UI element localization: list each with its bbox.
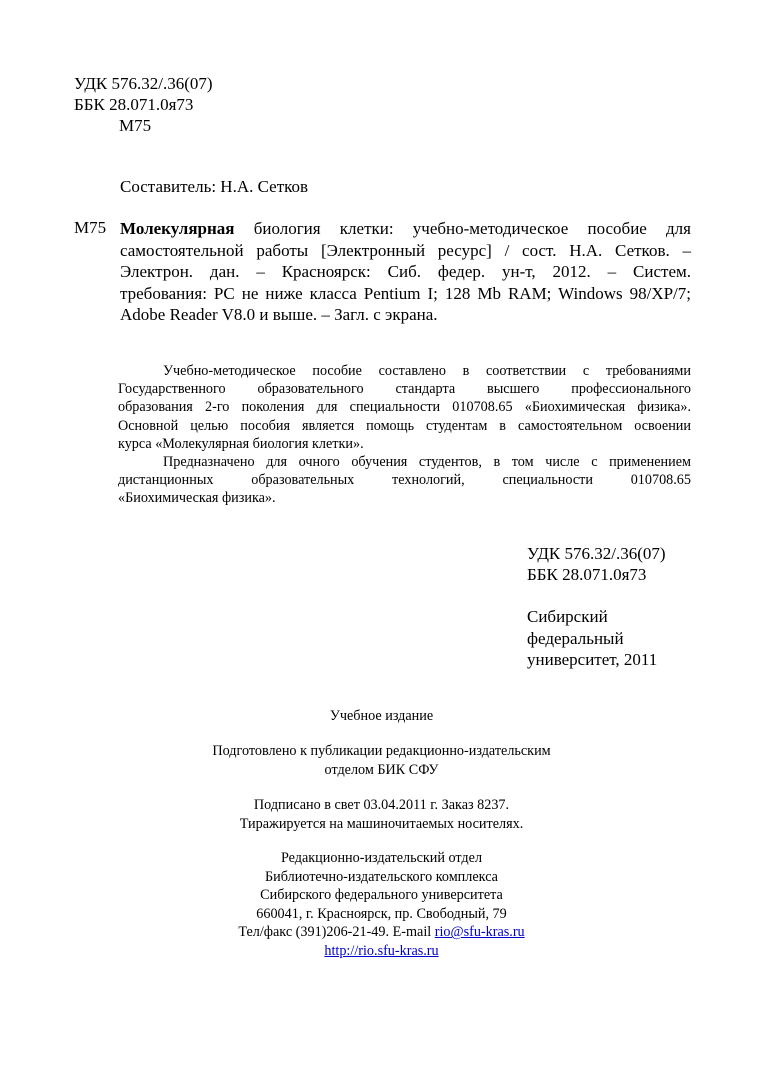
phone-email-line	[0, 923, 763, 942]
publication-info	[0, 796, 763, 833]
right-udk-code: УДК 576.32/.36(07)	[527, 544, 666, 563]
org-line-3: Сибирского федерального университета	[260, 887, 503, 904]
annotation-p2-line-2: дистанционных образовательных технологий, специальности 010708.65	[118, 472, 691, 489]
top-classification-codes	[74, 73, 213, 136]
bibliography-mark: М75	[74, 218, 107, 237]
address-line: 660041, г. Красноярск, пр. Свободный, 79	[256, 905, 507, 922]
annotation-p1-line-2: Государственного образовательного стандарта высшего профессионального	[118, 381, 691, 398]
replicated-line: Тиражируется на машиночитаемых носителях.	[239, 815, 524, 832]
org-line-2: Библиотечно-издательского комплекса	[265, 868, 498, 885]
right-classification-codes	[527, 543, 666, 585]
udk-code: УДК 576.32/.36(07)	[74, 74, 213, 93]
prepared-line-2: отделом БИК СФУ	[324, 761, 439, 778]
right-bbk-code: ББК 28.071.0я73	[527, 565, 647, 584]
annotation-p1-line-3: образования 2-го поколения для специальности 010708.65 «Биохимическая физика».	[118, 399, 691, 416]
bibliography-line-4: требования: PC не ниже класса Pentium I; 128 Mb RAM; Windows 98/XP/7;	[120, 283, 691, 303]
copyright-line-1: Сибирский	[527, 607, 608, 626]
bbk-code: ББК 28.071.0я73	[74, 95, 194, 114]
bibliography-line-1-rest: биология клетки: учебно-методическое пособие для	[234, 219, 691, 238]
annotation-p2-line-3: «Биохимическая физика».	[118, 490, 276, 507]
bibliography-line-3: Электрон. дан. – Красноярск: Сиб. федер. ун-т, 2012. – Систем.	[120, 262, 691, 282]
author-mark: М75	[119, 116, 152, 135]
phone-text: Тел/факс (391)206-21-49. E-mail	[238, 924, 435, 941]
bibliography-title-bold: Молекулярная	[120, 219, 235, 238]
copyright-line-2: федеральный	[527, 628, 624, 648]
bibliography-line-1	[120, 218, 691, 240]
copyright-holder	[527, 606, 657, 671]
signed-line: Подписано в свет 03.04.2011 г. Заказ 8237.	[253, 797, 510, 813]
publisher-contacts	[0, 849, 763, 961]
compiler-line: Составитель: Н.А. Сетков	[120, 177, 309, 196]
annotation-p1-line-1: Учебно-методическое пособие составлено в соответствии с требованиями	[163, 363, 691, 379]
website-link[interactable]: http://rio.sfu-kras.ru	[324, 942, 439, 959]
email-link[interactable]: rio@sfu-kras.ru	[434, 924, 525, 941]
prepared-note	[0, 742, 763, 779]
prepared-line-1: Подготовлено к публикации редакционно-издательским	[212, 743, 551, 759]
annotation	[118, 362, 691, 508]
bibliography-line-2: самостоятельной работы [Электронный ресурс] / сост. Н.А. Сетков. –	[120, 240, 691, 260]
bibliography-line-5: Adobe Reader V8.0 и выше. – Загл. с экрана.	[120, 305, 438, 325]
annotation-p1-line-4: Основной целью пособия является помощь студентам в самостоятельном освоении	[118, 417, 691, 434]
annotation-p1-line-5: курса «Молекулярная биология клетки».	[118, 435, 364, 452]
bibliographic-description	[120, 218, 691, 326]
edition-type: Учебное издание	[329, 708, 434, 724]
org-line-1: Редакционно-издательский отдел	[280, 850, 483, 866]
copyright-line-3: университет, 2011	[527, 650, 658, 669]
annotation-p2-line-1: Предназначено для очного обучения студентов, в том числе с применением	[163, 453, 691, 470]
